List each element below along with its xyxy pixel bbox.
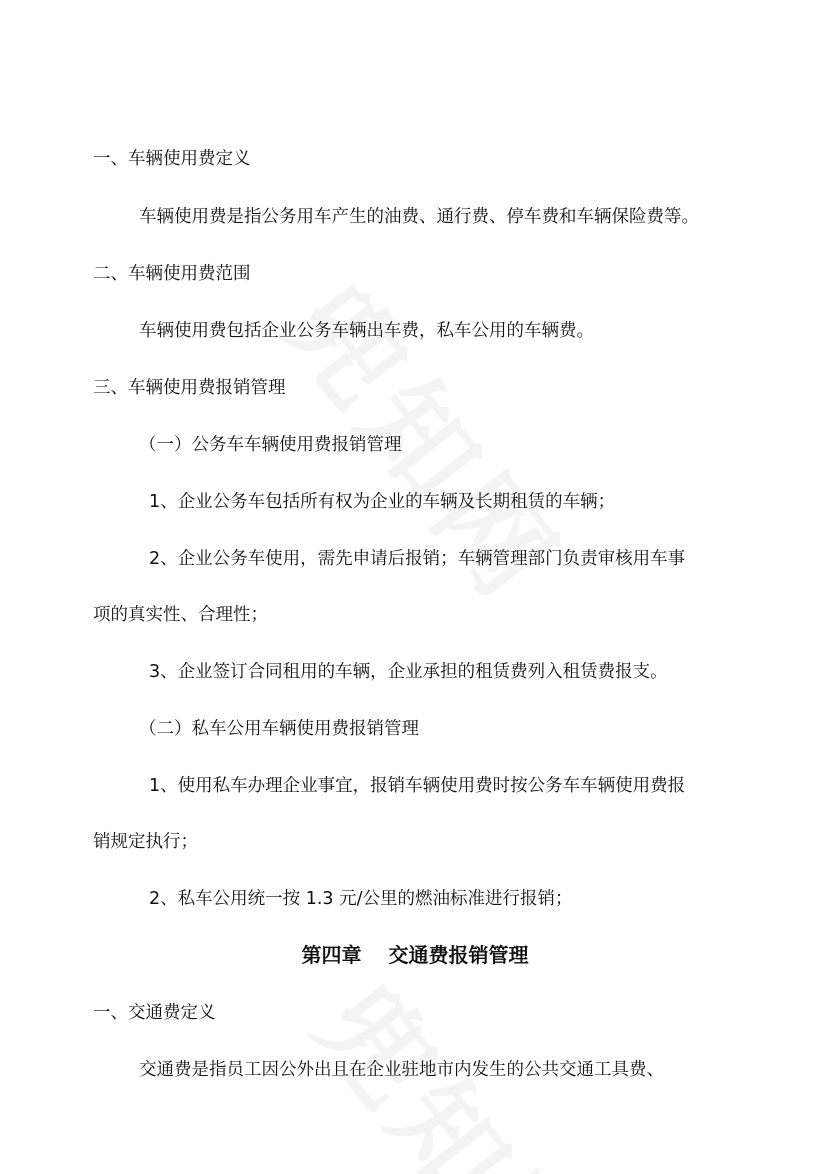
list-item: 3、企业签订合同租用的车辆，企业承担的租赁费列入租赁费报支。 [149, 662, 668, 682]
list-item-continuation: 销规定执行； [93, 832, 198, 852]
list-item: 2、企业公务车使用，需先申请后报销；车辆管理部门负责审核用车事 [149, 549, 686, 569]
chapter-heading: 第四章 交通费报销管理 [301, 943, 529, 967]
paragraph: 车辆使用费是指公务用车产生的油费、通行费、停车费和车辆保险费等。 [139, 207, 699, 227]
section-heading-reimbursement: 三、车辆使用费报销管理 [93, 378, 286, 398]
list-item-continuation: 项的真实性、合理性； [93, 605, 268, 625]
list-item: 2、私车公用统一按 1.3 元/公里的燃油标准进行报销； [149, 889, 573, 909]
list-item: 1、使用私车办理企业事宜，报销车辆使用费时按公务车车辆使用费报 [149, 776, 686, 796]
paragraph: 交通费是指员工因公外出且在企业驻地市内发生的公共交通工具费、 [139, 1060, 664, 1080]
subsection-heading: （二）私车公用车辆使用费报销管理 [139, 719, 419, 739]
section-heading-transport-definition: 一、交通费定义 [93, 1003, 216, 1023]
subsection-heading: （一）公务车车辆使用费报销管理 [139, 435, 402, 455]
section-heading-definition: 一、车辆使用费定义 [93, 149, 251, 169]
paragraph: 车辆使用费包括企业公务车辆出车费，私车公用的车辆费。 [139, 321, 594, 341]
list-item: 1、企业公务车包括所有权为企业的车辆及长期租赁的车辆； [149, 492, 616, 512]
section-heading-scope: 二、车辆使用费范围 [93, 264, 251, 284]
